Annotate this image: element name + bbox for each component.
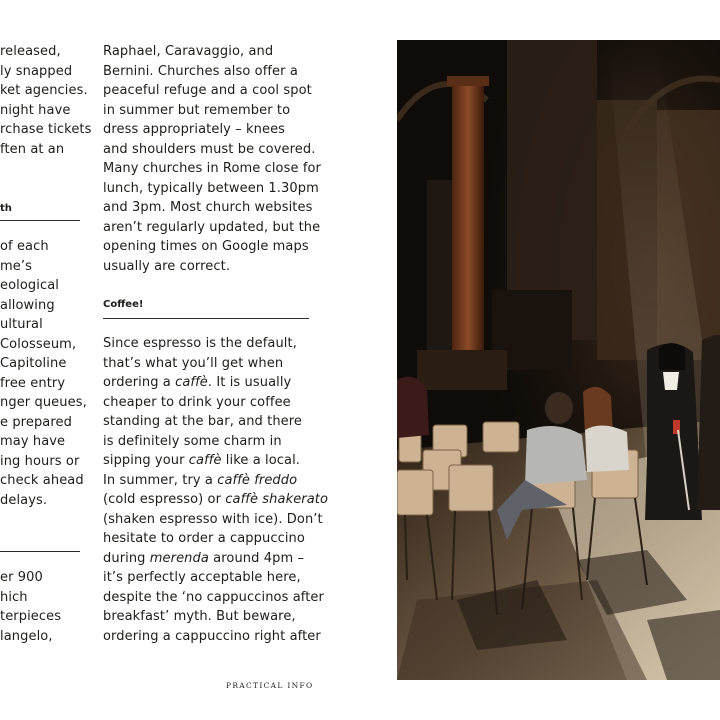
text-line: Colosseum, xyxy=(0,336,77,352)
italic-term: caffè xyxy=(175,375,208,390)
text-span: like a local. xyxy=(221,453,301,468)
text-line: of each xyxy=(0,239,49,254)
text-line: delays. xyxy=(0,492,48,508)
text-span: around 4pm – xyxy=(208,550,305,566)
text-line: ultural xyxy=(0,317,43,332)
section-heading: th xyxy=(0,203,12,214)
italic-term: caffè xyxy=(188,453,222,468)
text-line: hich xyxy=(0,589,28,605)
section-rule xyxy=(0,551,80,552)
text-line: rchase tickets xyxy=(0,122,92,137)
text-line: hesitate to order a cappuccino xyxy=(103,531,305,546)
text-line: Many churches in Rome close for xyxy=(103,161,321,176)
text-line: ly snapped xyxy=(0,63,73,79)
text-line: and shoulders must be covered. xyxy=(103,141,316,157)
text-line: usually are correct. xyxy=(103,258,231,274)
nun xyxy=(645,343,702,520)
text-line: me’s xyxy=(0,258,32,274)
text-line: opening times on Google maps xyxy=(103,239,309,254)
text-line: Capitoline xyxy=(0,356,67,371)
text-line: despite the ‘no cappuccinos after xyxy=(103,589,324,605)
text-line: that’s what you’ll get when xyxy=(103,355,284,371)
text-line: Since espresso is the default, xyxy=(103,336,297,351)
text-line: in summer but remember to xyxy=(103,102,291,118)
text-line xyxy=(103,373,291,393)
text-line: ordering a cappuccino right after xyxy=(103,628,321,644)
text-span: ordering a xyxy=(103,375,176,390)
text-line: may have xyxy=(0,434,66,449)
text-line: ket agencies. xyxy=(0,83,88,98)
italic-term: merenda xyxy=(149,550,209,566)
text-line: langelo, xyxy=(0,628,53,644)
text-line: terpieces xyxy=(0,609,62,624)
text-line: peaceful refuge and a cool spot xyxy=(103,83,312,98)
text-line: (shaken espresso with ice). Don’t xyxy=(103,511,323,527)
text-line: ften at an xyxy=(0,141,65,157)
text-line: is definitely some charm in xyxy=(103,433,282,449)
text-line: dress appropriately – knees xyxy=(103,122,286,137)
text-span: during xyxy=(103,550,150,566)
text-line: cheaper to drink your coffee xyxy=(103,394,291,410)
text-line: nger queues, xyxy=(0,395,87,410)
text-line: e prepared xyxy=(0,414,72,430)
text-line: night have xyxy=(0,102,71,118)
text-line: it’s perfectly acceptable here, xyxy=(103,570,301,585)
coffee-heading: Coffee! xyxy=(103,299,144,310)
heading-rule xyxy=(0,220,80,221)
text-line xyxy=(103,549,304,569)
text-line: standing at the bar, and there xyxy=(103,414,303,429)
text-line: check ahead xyxy=(0,473,84,488)
text-line: lunch, typically between 1.30pm xyxy=(103,180,319,196)
church-photo-illustration xyxy=(397,40,720,680)
text-line: and 3pm. Most church websites xyxy=(103,200,313,215)
text-line: eological xyxy=(0,278,60,293)
red-pillar xyxy=(452,80,484,380)
text-line xyxy=(103,471,297,491)
text-span: sipping your xyxy=(103,453,189,468)
text-line: breakfast’ myth. But beware, xyxy=(103,609,296,624)
church-photo xyxy=(397,40,720,680)
text-span: In summer, try a xyxy=(103,472,218,488)
text-line: free entry xyxy=(0,375,66,391)
italic-term: caffè freddo xyxy=(217,472,298,488)
text-line: Bernini. Churches also offer a xyxy=(103,63,298,79)
running-footer: PRACTICAL INFO xyxy=(226,681,314,690)
text-line: ing hours or xyxy=(0,453,80,469)
text-line: aren’t regularly updated, but the xyxy=(103,219,321,235)
text-span: (cold espresso) or xyxy=(103,492,226,507)
text-line: released, xyxy=(0,44,61,59)
text-line: allowing xyxy=(0,297,55,313)
text-span: . It is usually xyxy=(207,375,292,390)
text-line: Raphael, Caravaggio, and xyxy=(103,44,274,59)
text-line: er 900 xyxy=(0,570,43,585)
text-line xyxy=(103,451,300,471)
heading-rule xyxy=(103,318,309,319)
italic-term: caffè shakerato xyxy=(225,492,329,507)
text-line xyxy=(103,490,328,510)
